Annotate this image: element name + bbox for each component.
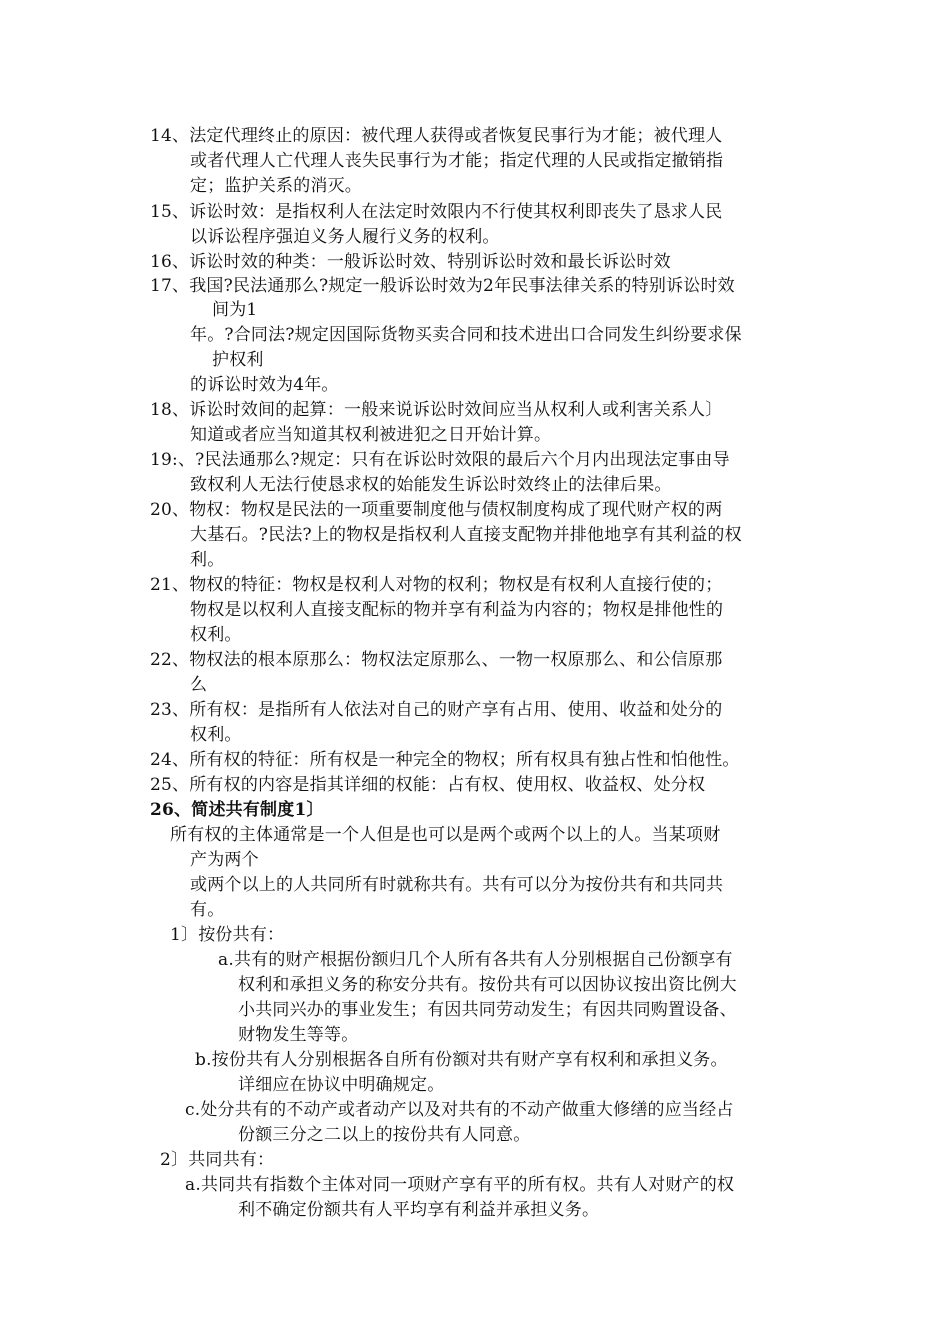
text-line: 18、诉讼时效间的起算：一般来说诉讼时效间应当从权利人或利害关系人〕 — [150, 400, 723, 420]
text-line: c.处分共有的不动产或者动产以及对共有的不动产做重大修缮的应当经占 — [185, 1100, 734, 1120]
text-line: 17、我国?民法通那么?规定一般诉讼时效为2年民事法律关系的特别诉讼时效 — [150, 276, 735, 296]
text-line: 大基石。?民法?上的物权是指权利人直接支配物并排他地享有其利益的权 — [190, 525, 742, 545]
text-line: 份额三分之二以上的按份共有人同意。 — [238, 1125, 531, 1145]
text-line: 利。 — [190, 550, 225, 570]
text-line: b.按份共有人分别根据各自所有份额对共有财产享有权利和承担义务。 — [195, 1050, 728, 1070]
text-line: 小共同兴办的事业发生；有因共同劳动发生；有因共同购置设备、 — [238, 1000, 737, 1020]
text-line: 定；监护关系的消灭。 — [190, 176, 362, 196]
text-line: 24、所有权的特征：所有权是一种完全的物权；所有权具有独占性和怕他性。 — [150, 750, 740, 770]
text-line: a.共同共有指数个主体对同一项财产享有平的所有权。共有人对财产的权 — [185, 1175, 735, 1195]
text-line: 23、所有权：是指所有人依法对自己的财产享有占用、使用、收益和处分的 — [150, 700, 723, 720]
text-line: 25、所有权的内容是指其详细的权能：占有权、使用权、收益权、处分权 — [150, 775, 706, 795]
text-line: 间为1 — [212, 300, 258, 320]
subsection-heading: 2〕共同共有： — [160, 1150, 275, 1170]
text-line: 致权利人无法行使恳求权的始能发生诉讼时效终止的法律后果。 — [190, 475, 672, 495]
subsection-heading: 1〕按份共有： — [170, 925, 285, 945]
text-line: a.共有的财产根据份额归几个人所有各共有人分别根据自己份额享有 — [218, 950, 733, 970]
text-line: 或者代理人亡代理人丧失民事行为才能；指定代理的人民或指定撤销指 — [190, 151, 724, 171]
text-line: 年。?合同法?规定因国际货物买卖合同和技术进出口合同发生纠纷要求保 — [190, 325, 742, 345]
text-line: 有。 — [190, 900, 225, 920]
text-line: 以诉讼程序强迫义务人履行义务的权利。 — [190, 227, 500, 247]
text-line: 知道或者应当知道其权利被进犯之日开始计算。 — [190, 425, 552, 445]
text-line: 权利。 — [190, 625, 242, 645]
text-line: 19:、?民法通那么?规定：只有在诉讼时效限的最后六个月内出现法定事由导 — [150, 450, 730, 470]
text-line: 或两个以上的人共同所有时就称共有。共有可以分为按份共有和共同共 — [190, 875, 724, 895]
text-line: 权利。 — [190, 725, 242, 745]
section-heading: 26、简述共有制度1〕 — [150, 800, 324, 820]
text-line: 利不确定份额共有人平均享有利益并承担义务。 — [238, 1200, 600, 1220]
text-line: 15、诉讼时效：是指权利人在法定时效限内不行使其权利即丧失了恳求人民 — [150, 202, 723, 222]
text-line: 所有权的主体通常是一个人但是也可以是两个或两个以上的人。当某项财 — [170, 825, 721, 845]
text-line: 产为两个 — [190, 850, 259, 870]
text-line: 物权是以权利人直接支配标的物并享有利益为内容的；物权是排他性的 — [190, 600, 724, 620]
text-line: 详细应在协议中明确规定。 — [238, 1075, 445, 1095]
text-line: 财物发生等等。 — [238, 1025, 359, 1045]
text-line: 么 — [190, 675, 208, 695]
text-line: 20、物权：物权是民法的一项重要制度他与债权制度构成了现代财产权的两 — [150, 500, 723, 520]
text-line: 护权利 — [212, 350, 264, 370]
text-line: 16、诉讼时效的种类：一般诉讼时效、特别诉讼时效和最长诉讼时效 — [150, 252, 671, 272]
text-line: 21、物权的特征：物权是权利人对物的权利；物权是有权利人直接行使的； — [150, 575, 723, 595]
text-line: 14、法定代理终止的原因：被代理人获得或者恢复民事行为才能；被代理人 — [150, 126, 723, 146]
text-line: 的诉讼时效为4年。 — [190, 375, 339, 395]
text-line: 22、物权法的根本原那么：物权法定原那么、一物一权原那么、和公信原那 — [150, 650, 723, 670]
text-line: 权利和承担义务的称安分共有。按份共有可以因协议按出资比例大 — [238, 975, 737, 995]
